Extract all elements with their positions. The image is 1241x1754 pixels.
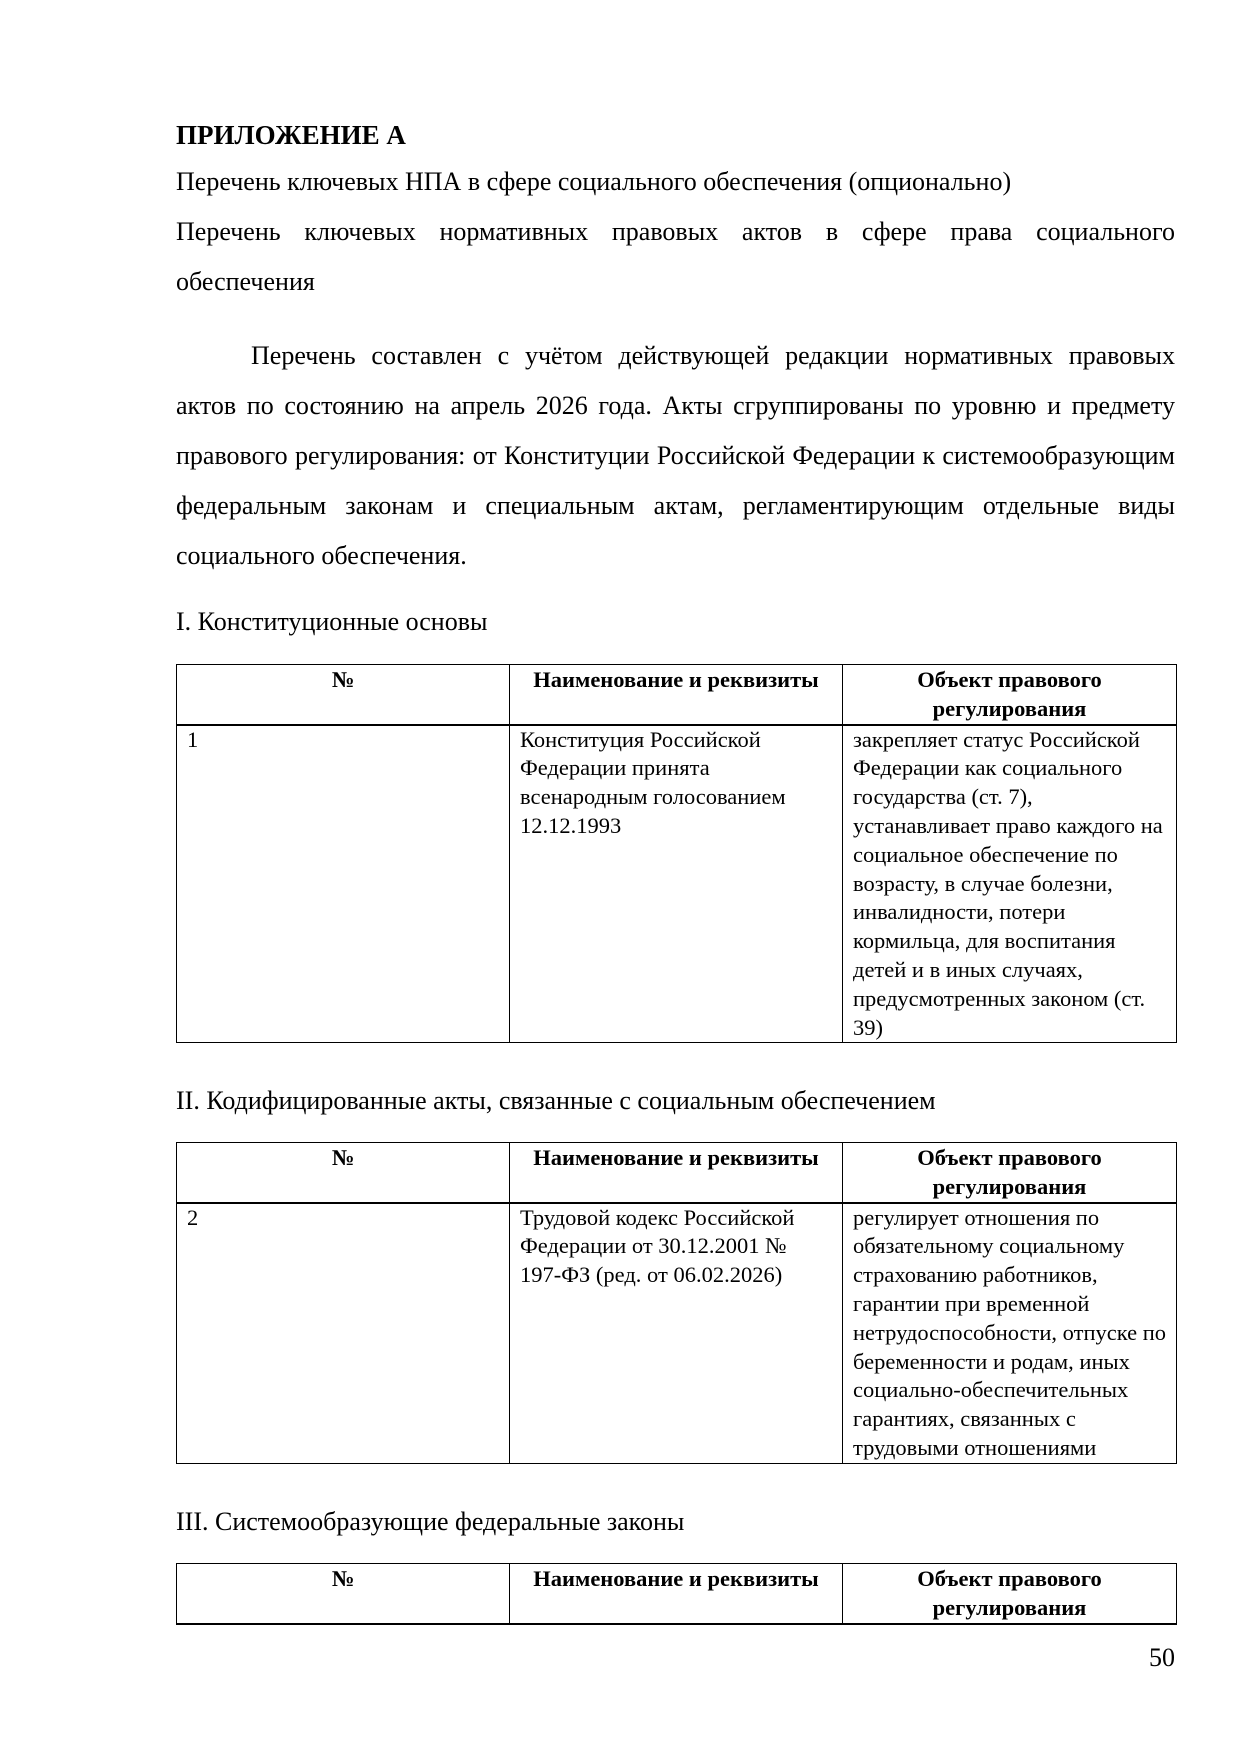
table-header-row: [177, 665, 1177, 725]
cell-name: Трудовой кодекс Российской Федерации от 30.12.2001 № 197-ФЗ (ред. от 06.02.2026): [510, 1203, 843, 1464]
appendix-title: ПРИЛОЖЕНИЕ А: [176, 120, 406, 150]
section-heading-federal-laws: III. Системообразующие федеральные законы: [176, 1507, 685, 1536]
document-page: [176, 0, 1175, 1754]
table-header-row: [177, 1564, 1177, 1624]
appendix-subtitle: Перечень ключевых НПА в сфере социального обеспечения (опционально): [176, 167, 1012, 196]
list-full-title: Перечень ключевых нормативных правовых актов в сфере права социального обеспечения: [176, 217, 1175, 296]
column-header-name: Наименование и реквизиты: [510, 1143, 843, 1203]
column-header-name: Наименование и реквизиты: [510, 1564, 843, 1624]
column-header-object: Объект правового регулирования: [843, 1564, 1177, 1624]
column-header-number: №: [177, 1143, 510, 1203]
cell-object: регулирует отношения по обязательному социальному страхованию работников, гарантии при временной нетрудоспособности, отпуске по беременности и родам, иных социально-обеспечительных гарантиях, связанных с трудовыми отношениями: [843, 1203, 1177, 1464]
page-number: 50: [1149, 1643, 1175, 1672]
column-header-name: Наименование и реквизиты: [510, 665, 843, 725]
cell-number: 1: [177, 725, 510, 1043]
column-header-object: Объект правового регулирования: [843, 665, 1177, 725]
column-header-number: №: [177, 1564, 510, 1624]
section-heading-constitutional: I. Конституционные основы: [176, 607, 488, 636]
intro-paragraph: Перечень составлен с учётом действующей редакции нормативных правовых актов по состоянию на апрель 2026 года. Акты сгруппированы по уровню и предмету правового регулирования: от Конституции Российской Федерации к системообразующим федеральным законам и специальным актам, регламентирующим отдельные виды социального обеспечения.: [176, 341, 1175, 570]
npa-table-codified: [176, 1142, 1177, 1464]
cell-object: закрепляет статус Российской Федерации как социального государства (ст. 7), устанавливает право каждого на социальное обеспечение по возрасту, в случае болезни, инвалидности, потери кормильца, для воспитания детей и в иных случаях, предусмотренных законом (ст. 39): [843, 725, 1177, 1043]
section-heading-codified: II. Кодифицированные акты, связанные с социальным обеспечением: [176, 1086, 936, 1115]
column-header-object: Объект правового регулирования: [843, 1143, 1177, 1203]
npa-table-constitutional: [176, 664, 1177, 1043]
cell-number: 2: [177, 1203, 510, 1464]
table-header-row: [177, 1143, 1177, 1203]
npa-table-federal-laws: [176, 1563, 1177, 1625]
column-header-number: №: [177, 665, 510, 725]
table-row: [177, 725, 1177, 1043]
cell-name: Конституция Российской Федерации принята всенародным голосованием 12.12.1993: [510, 725, 843, 1043]
table-row: [177, 1203, 1177, 1464]
